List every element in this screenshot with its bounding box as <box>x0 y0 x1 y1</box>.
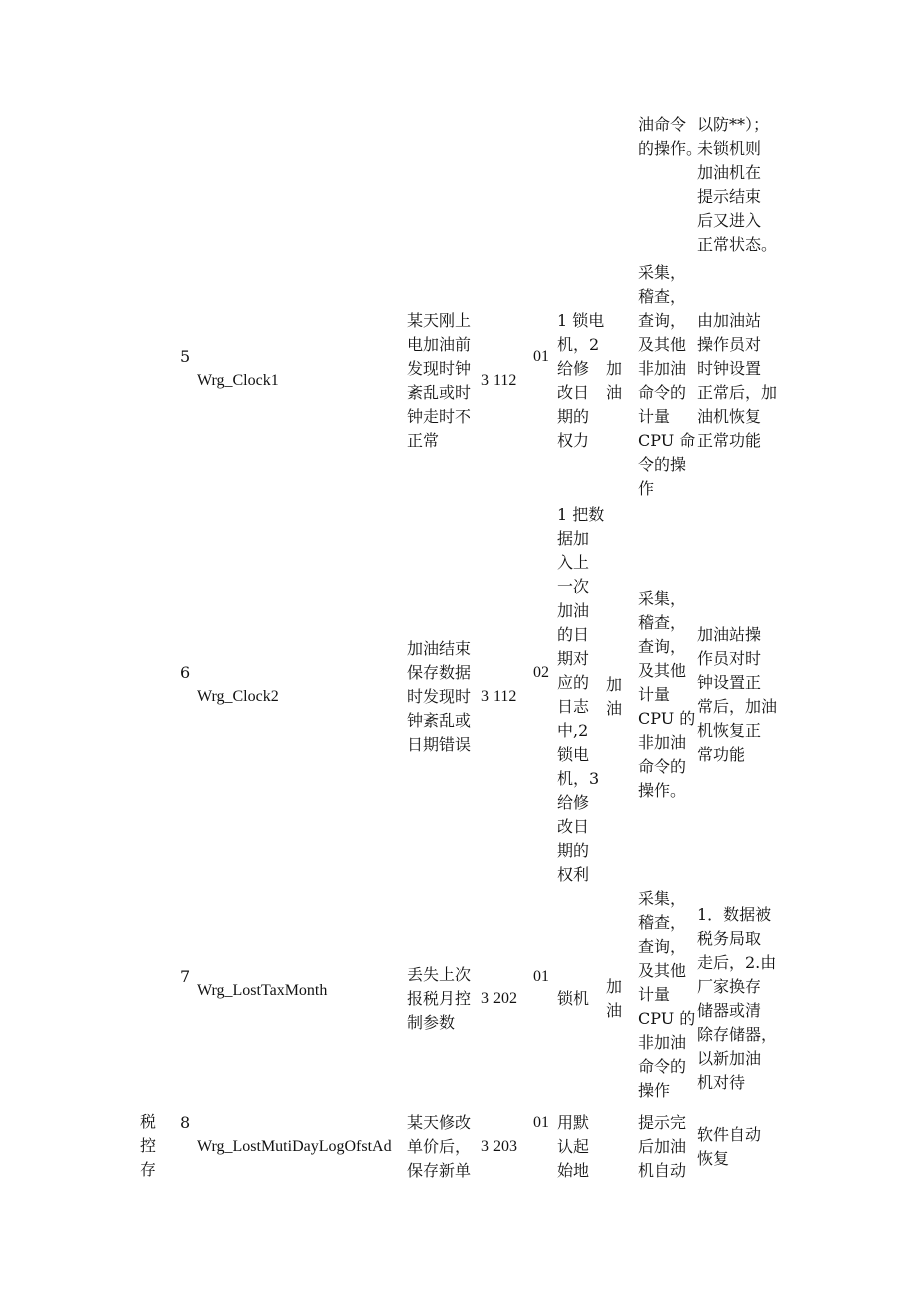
action-cell: 1 把数 据加 入上 一次 加油 的日 期对 应的 日志 中,2 锁电 机，3 给修 改日 期的 权利 <box>557 505 605 884</box>
row-number: 8 <box>180 1113 191 1132</box>
code-value: 3 112 <box>481 372 517 389</box>
row-number: 6 <box>180 663 191 682</box>
error-code: Wrg_LostTaxMonth <box>197 982 328 999</box>
code-value: 3 112 <box>481 688 517 705</box>
code-value: 3 202 <box>481 990 517 1007</box>
category-cell: 税 控 存 <box>140 1112 157 1179</box>
description-cell: 某天修改 单价后， 保存新单 <box>407 1113 472 1180</box>
description-cell: 某天刚上 电加油前 发现时钟 紊乱或时 钟走时不 正常 <box>407 311 472 450</box>
command-cell: 油命令 的操作。 <box>638 115 703 158</box>
command-cell: 采集， 稽查， 查询， 及其他 计量 CPU 的 非加油 命令的 操作。 <box>638 589 696 800</box>
recovery-cell: 以防**）； 未锁机则 加油机在 提示结束 后又进入 正常状态。 <box>697 115 778 254</box>
level-cell: 01 <box>533 968 549 985</box>
level-cell: 02 <box>533 664 549 681</box>
recovery-cell: 加油站操 作员对时 钟设置正 常后，加油 机恢复正 常功能 <box>697 625 778 764</box>
command-cell: 采集， 稽查， 查询， 及其他 非加油 命令的 计量 CPU 命 令的操 作 <box>638 263 696 498</box>
action-cell: 1 锁电 机，2 给修 改日 期的 权力 <box>557 311 605 450</box>
command-cell: 提示完 后加油 机自动 <box>638 1113 687 1180</box>
error-code: Wrg_LostMutiDayLogOfstAd <box>197 1138 392 1155</box>
row-number: 5 <box>180 347 191 366</box>
object-cell: 加 油 <box>606 977 623 1020</box>
command-cell: 采集， 稽查， 查询， 及其他 计量 CPU 的 非加油 命令的 操作 <box>638 889 696 1100</box>
error-code: Wrg_Clock1 <box>197 372 279 389</box>
recovery-cell: 1．数据被 税务局取 走后，2.由 厂家换存 储器或清 除存储器， 以新加油 机对待 <box>697 905 778 1092</box>
code-value: 3 203 <box>481 1138 517 1155</box>
action-cell: 用默 认起 始地 <box>557 1113 590 1180</box>
recovery-cell: 由加油站 操作员对 时钟设置 正常后，加 油机恢复 正常功能 <box>697 311 778 450</box>
error-code: Wrg_Clock2 <box>197 688 279 705</box>
row-number: 7 <box>180 967 191 986</box>
object-cell: 加 油 <box>606 359 623 402</box>
object-cell: 加 油 <box>606 675 623 718</box>
recovery-cell: 软件自动 恢复 <box>697 1125 762 1168</box>
description-cell: 加油结束 保存数据 时发现时 钟紊乱或 日期错误 <box>407 639 472 754</box>
level-cell: 01 <box>533 348 549 365</box>
description-cell: 丢失上次 报税月控 制参数 <box>407 965 472 1032</box>
action-cell: 锁机 <box>557 989 590 1008</box>
level-cell: 01 <box>533 1114 549 1131</box>
